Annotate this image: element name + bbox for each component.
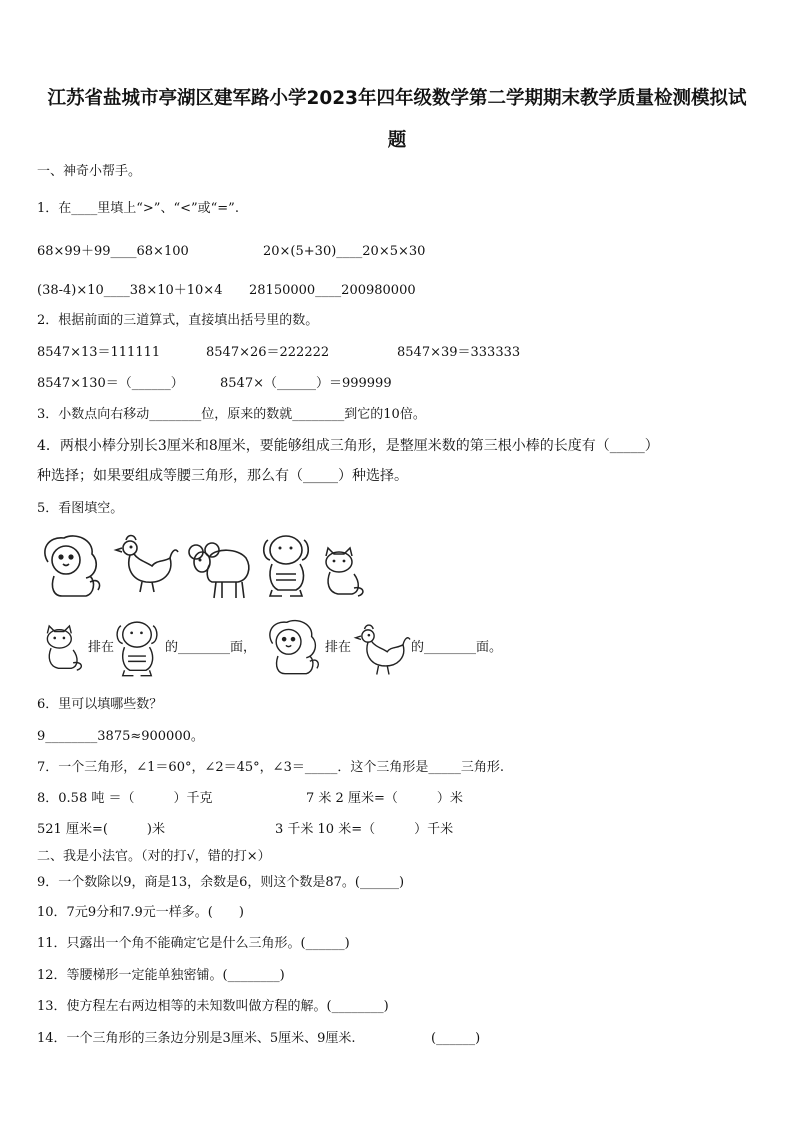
section-heading-2: 二、我是小法官。（对的打√，错的打×）: [37, 849, 271, 864]
lion-image: [36, 532, 106, 602]
question-14-answer-blank: (______): [431, 1031, 481, 1046]
question-6-stem: 6．里可以填哪些数？: [37, 697, 163, 712]
question-13: 13．使方程左右两边相等的未知数叫做方程的解。(________): [37, 999, 389, 1014]
cat-image: [318, 546, 368, 600]
question-2-stem: 2．根据前面的三道算式，直接填出括号里的数。: [37, 313, 319, 328]
question-2-equation-2: 8547×26＝222222: [206, 345, 330, 360]
question-2-equation-3: 8547×39＝333333: [397, 345, 521, 360]
question-11: 11．只露出一个角不能确定它是什么三角形。(______): [37, 936, 350, 951]
question-8-item-a: 8．0.58 吨 ＝（ ）千克: [37, 791, 213, 806]
question-14: 14．一个三角形的三条边分别是3厘米、5厘米、9厘米.: [37, 1031, 356, 1046]
question-5-text-1: 排在: [88, 640, 115, 655]
page-title: 江苏省盐城市亭湖区建军路小学2023年四年级数学第二学期期末教学质量检测模拟试: [47, 88, 747, 109]
question-10: 10．7元9分和7.9元一样多。( ): [37, 905, 244, 920]
question-9: 9．一个数除以9，商是13，余数是6，则这个数是87。(______): [37, 875, 405, 890]
question-5-text-4: 的________面。: [411, 640, 503, 655]
question-4-line-1: 4．两根小棒分别长3厘米和8厘米，要能够组成三角形，是整厘米数的第三根小棒的长度有（_____）: [37, 438, 659, 454]
question-3: 3．小数点向右移动________位，原来的数就________到它的10倍。: [37, 407, 426, 422]
dog-image-small: [112, 616, 162, 680]
page-title-continued: 题: [387, 130, 407, 151]
question-2-equation-1: 8547×13＝111111: [37, 345, 161, 360]
question-1-item-d: 28150000____200980000: [249, 283, 416, 298]
question-5-text-3: 排在: [325, 640, 352, 655]
rooster-image-small: [352, 622, 412, 678]
question-5-text-2: 的________面，: [165, 640, 257, 655]
rooster-image: [112, 532, 180, 596]
question-8-item-b: 7 米 2 厘米=（ ）米: [306, 791, 463, 806]
question-12: 12．等腰梯形一定能单独密铺。(________): [37, 968, 285, 983]
question-2-fill-1: 8547×130＝（______）: [37, 376, 184, 391]
question-1-stem: 1．在____里填上“>”、“<”或“=”.: [37, 201, 239, 216]
sheep-image: [182, 538, 254, 600]
question-1-item-c: (38-4)×10____38×10＋10×4: [37, 283, 223, 298]
question-4-line-2: 种选择；如果要组成等腰三角形，那么有（_____）种选择。: [37, 468, 408, 484]
section-heading-1: 一、神奇小帮手。: [37, 164, 142, 179]
question-1-item-b: 20×(5+30)____20×5×30: [263, 244, 426, 259]
question-8-item-c: 521 厘米=( )米: [37, 822, 165, 837]
question-1-item-a: 68×99＋99____68×100: [37, 244, 189, 259]
question-8-item-d: 3 千米 10 米=（ ）千米: [275, 822, 454, 837]
dog-image: [258, 530, 314, 600]
question-6-expression: 9________3875≈900000。: [37, 729, 204, 744]
question-7: 7．一个三角形，∠1＝60°，∠2＝45°，∠3＝_____．这个三角形是_____三角形.: [37, 760, 504, 775]
lion-image-small: [262, 616, 324, 680]
question-2-fill-2: 8547×（______）＝999999: [220, 376, 392, 391]
question-5-stem: 5．看图填空。: [37, 501, 124, 516]
cat-image-small: [40, 624, 86, 674]
